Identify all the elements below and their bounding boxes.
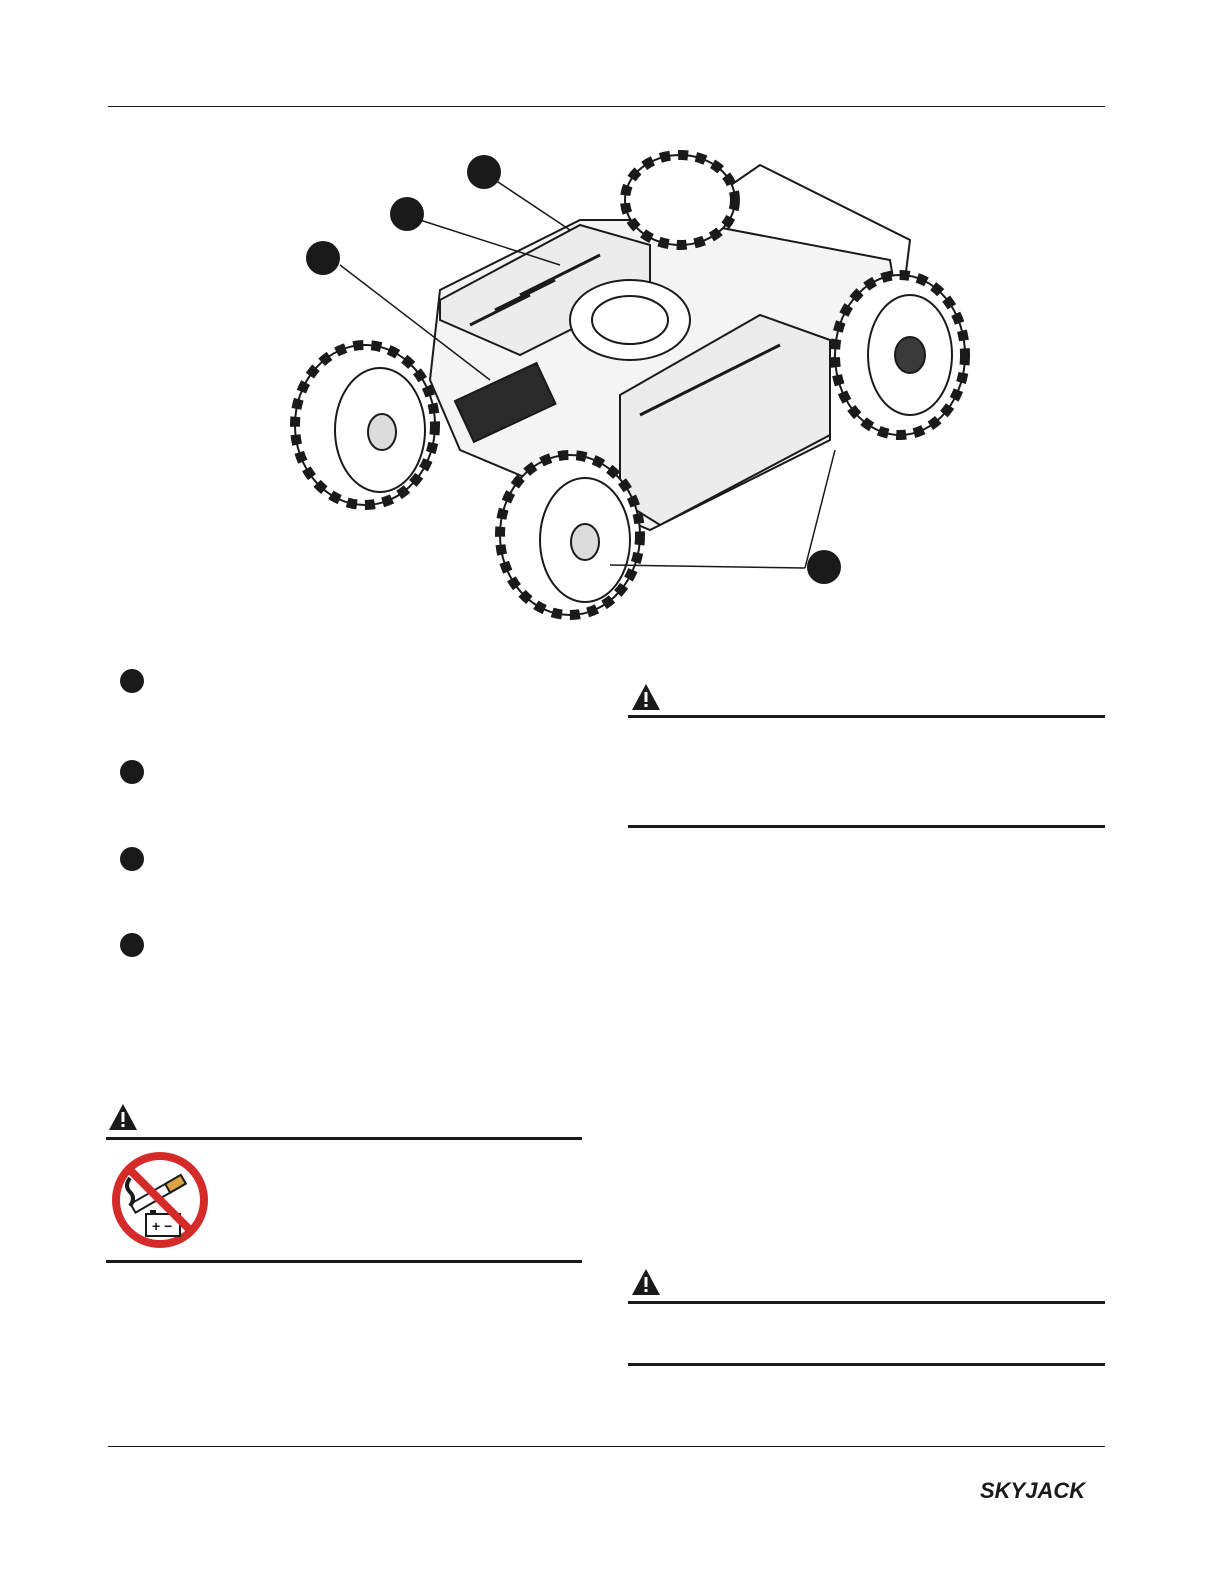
turntable-ring [570, 280, 690, 360]
callout-1 [467, 155, 501, 189]
bullet-4 [120, 933, 144, 957]
right-warning-2-top-rule [628, 1301, 1105, 1304]
warning-triangle-icon [631, 683, 661, 711]
callout-4 [807, 550, 841, 584]
wheel-rear-right [835, 275, 965, 435]
right-warning-2-bottom-rule [628, 1363, 1105, 1366]
leader-line-1 [495, 180, 570, 230]
callout-3 [306, 241, 340, 275]
right-warning-1-top-rule [628, 715, 1105, 718]
header-rule [108, 106, 1105, 107]
bullet-2 [120, 760, 144, 784]
skyjack-logo: SKYJACK [980, 1478, 1086, 1503]
footer-rule [108, 1446, 1105, 1447]
left-warning-top-rule [106, 1137, 582, 1140]
wheel-rear-left [625, 155, 735, 245]
bullet-3 [120, 847, 144, 871]
bullet-1 [120, 669, 144, 693]
left-warning-bottom-rule [106, 1260, 582, 1263]
wheel-front-right [500, 455, 640, 615]
warning-triangle-icon [631, 1268, 661, 1296]
callout-2 [390, 197, 424, 231]
no-smoking-battery-icon [108, 1150, 212, 1250]
warning-triangle-icon [108, 1103, 138, 1131]
leader-line-4 [610, 565, 805, 568]
svg-text:+ −: + − [152, 1218, 173, 1234]
wheel-front-left [295, 345, 435, 505]
right-warning-1-bottom-rule [628, 825, 1105, 828]
